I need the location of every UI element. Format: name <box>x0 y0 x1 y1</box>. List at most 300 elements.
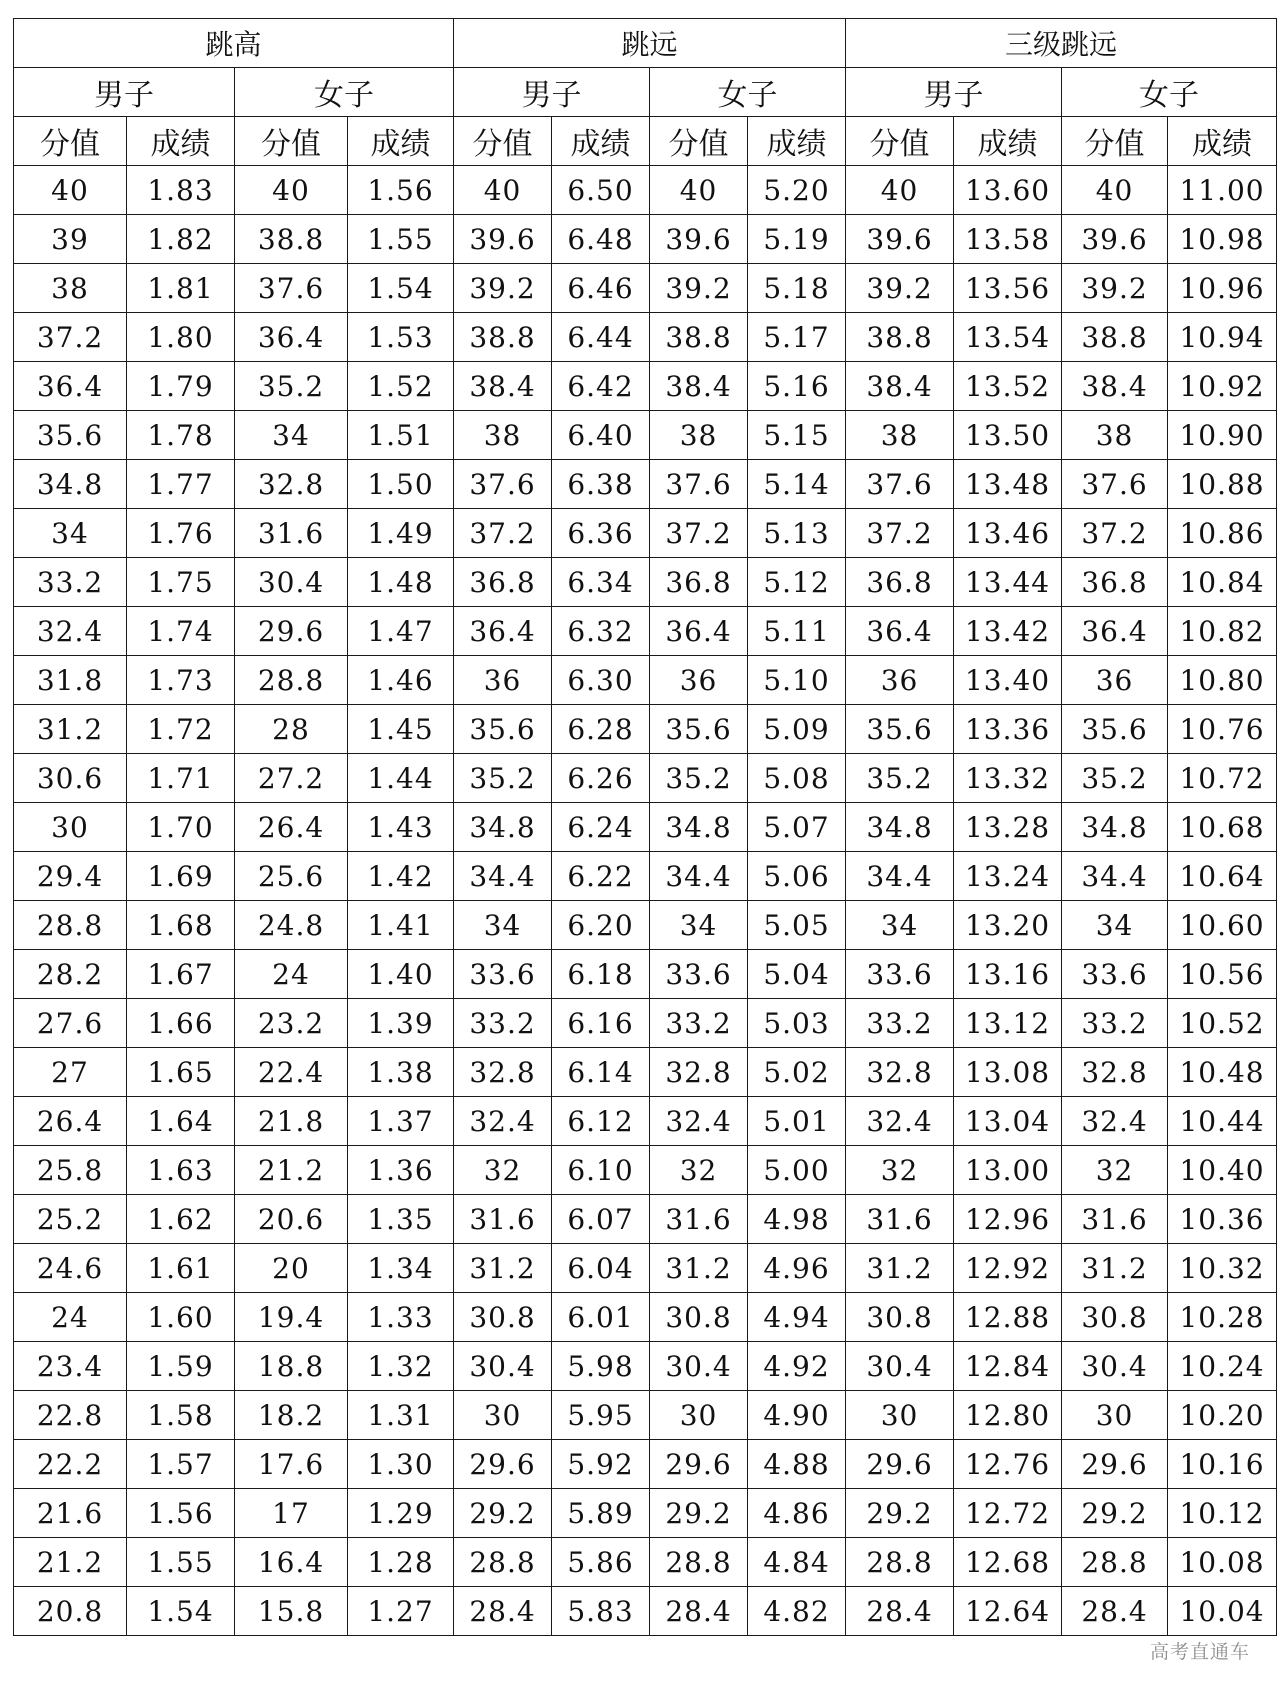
result-cell: 10.76 <box>1168 705 1277 754</box>
result-cell: 1.69 <box>127 852 235 901</box>
result-cell: 1.78 <box>127 411 235 460</box>
watermark-text: 高考直通车 <box>1149 1641 1250 1663</box>
score-cell: 33.6 <box>454 950 552 999</box>
table-row <box>14 1293 1277 1342</box>
result-cell: 1.47 <box>348 607 454 656</box>
score-cell: 37.6 <box>1062 460 1168 509</box>
result-cell: 13.58 <box>954 215 1062 264</box>
result-cell: 10.98 <box>1168 215 1277 264</box>
result-cell: 12.68 <box>954 1538 1062 1587</box>
result-cell: 12.96 <box>954 1195 1062 1244</box>
score-cell: 40 <box>235 166 348 215</box>
score-cell: 37.6 <box>235 264 348 313</box>
score-cell: 39.6 <box>846 215 954 264</box>
result-cell: 1.53 <box>348 313 454 362</box>
score-cell: 21.6 <box>14 1489 127 1538</box>
result-cell: 10.24 <box>1168 1342 1277 1391</box>
result-cell: 6.34 <box>552 558 650 607</box>
result-cell: 1.60 <box>127 1293 235 1342</box>
score-cell: 38 <box>14 264 127 313</box>
result-cell: 6.20 <box>552 901 650 950</box>
score-cell: 38.4 <box>454 362 552 411</box>
result-cell: 13.20 <box>954 901 1062 950</box>
result-cell: 1.73 <box>127 656 235 705</box>
table-row <box>14 1342 1277 1391</box>
result-cell: 1.37 <box>348 1097 454 1146</box>
score-cell: 31.6 <box>454 1195 552 1244</box>
score-cell: 34.8 <box>846 803 954 852</box>
result-cell: 6.07 <box>552 1195 650 1244</box>
result-cell: 6.22 <box>552 852 650 901</box>
result-cell: 5.11 <box>748 607 846 656</box>
score-cell: 34 <box>235 411 348 460</box>
result-cell: 5.00 <box>748 1146 846 1195</box>
score-cell: 36 <box>846 656 954 705</box>
table-row <box>14 460 1277 509</box>
result-cell: 1.36 <box>348 1146 454 1195</box>
result-cell: 1.41 <box>348 901 454 950</box>
result-cell: 6.16 <box>552 999 650 1048</box>
result-cell: 10.86 <box>1168 509 1277 558</box>
score-cell: 24.8 <box>235 901 348 950</box>
score-cell: 31.2 <box>454 1244 552 1293</box>
result-cell: 13.24 <box>954 852 1062 901</box>
score-cell: 36.4 <box>846 607 954 656</box>
result-cell: 10.20 <box>1168 1391 1277 1440</box>
table-row <box>14 264 1277 313</box>
result-cell: 13.04 <box>954 1097 1062 1146</box>
score-cell: 34.4 <box>454 852 552 901</box>
score-cell: 29.6 <box>846 1440 954 1489</box>
result-cell: 13.46 <box>954 509 1062 558</box>
score-cell: 34 <box>846 901 954 950</box>
score-cell: 34.8 <box>650 803 748 852</box>
table-row <box>14 705 1277 754</box>
score-cell: 32 <box>1062 1146 1168 1195</box>
score-cell: 30 <box>454 1391 552 1440</box>
score-cell: 30.8 <box>650 1293 748 1342</box>
result-cell: 1.76 <box>127 509 235 558</box>
result-cell: 6.48 <box>552 215 650 264</box>
result-cell: 5.14 <box>748 460 846 509</box>
score-cell: 29.6 <box>650 1440 748 1489</box>
score-cell: 36.4 <box>235 313 348 362</box>
score-cell: 39.6 <box>454 215 552 264</box>
result-cell: 13.50 <box>954 411 1062 460</box>
score-cell: 37.6 <box>454 460 552 509</box>
column-header: 分值 <box>235 117 348 166</box>
result-cell: 1.70 <box>127 803 235 852</box>
result-cell: 1.46 <box>348 656 454 705</box>
score-table <box>13 18 1277 1636</box>
score-cell: 24 <box>14 1293 127 1342</box>
score-cell: 36.4 <box>454 607 552 656</box>
table-body <box>14 166 1277 1636</box>
score-cell: 30.8 <box>454 1293 552 1342</box>
result-cell: 6.04 <box>552 1244 650 1293</box>
result-cell: 12.64 <box>954 1587 1062 1636</box>
result-cell: 1.80 <box>127 313 235 362</box>
result-cell: 1.63 <box>127 1146 235 1195</box>
result-cell: 5.09 <box>748 705 846 754</box>
result-cell: 4.82 <box>748 1587 846 1636</box>
score-cell: 29.2 <box>1062 1489 1168 1538</box>
result-cell: 1.32 <box>348 1342 454 1391</box>
gender-header: 男子 <box>454 68 650 117</box>
score-cell: 38 <box>650 411 748 460</box>
result-cell: 1.54 <box>127 1587 235 1636</box>
result-cell: 1.56 <box>127 1489 235 1538</box>
result-cell: 6.18 <box>552 950 650 999</box>
result-cell: 13.32 <box>954 754 1062 803</box>
table-row <box>14 1440 1277 1489</box>
table-row <box>14 166 1277 215</box>
result-cell: 1.30 <box>348 1440 454 1489</box>
score-cell: 15.8 <box>235 1587 348 1636</box>
score-cell: 36 <box>454 656 552 705</box>
score-cell: 33.2 <box>454 999 552 1048</box>
score-cell: 30 <box>846 1391 954 1440</box>
table-row <box>14 1048 1277 1097</box>
result-cell: 1.57 <box>127 1440 235 1489</box>
score-cell: 39.6 <box>1062 215 1168 264</box>
score-cell: 32.4 <box>14 607 127 656</box>
result-cell: 10.90 <box>1168 411 1277 460</box>
gender-header: 女子 <box>650 68 846 117</box>
result-cell: 1.83 <box>127 166 235 215</box>
score-cell: 28.2 <box>14 950 127 999</box>
result-cell: 1.55 <box>127 1538 235 1587</box>
score-cell: 27.6 <box>14 999 127 1048</box>
table-row <box>14 1391 1277 1440</box>
result-cell: 1.71 <box>127 754 235 803</box>
score-cell: 29.2 <box>650 1489 748 1538</box>
result-cell: 10.84 <box>1168 558 1277 607</box>
column-header: 分值 <box>14 117 127 166</box>
result-cell: 4.88 <box>748 1440 846 1489</box>
score-cell: 38.8 <box>235 215 348 264</box>
score-cell: 37.2 <box>1062 509 1168 558</box>
score-cell: 32.8 <box>1062 1048 1168 1097</box>
result-cell: 1.42 <box>348 852 454 901</box>
result-cell: 4.94 <box>748 1293 846 1342</box>
score-cell: 30.8 <box>846 1293 954 1342</box>
score-cell: 29.2 <box>846 1489 954 1538</box>
score-cell: 35.2 <box>454 754 552 803</box>
result-cell: 4.96 <box>748 1244 846 1293</box>
score-cell: 16.4 <box>235 1538 348 1587</box>
score-cell: 35.6 <box>1062 705 1168 754</box>
result-cell: 10.36 <box>1168 1195 1277 1244</box>
result-cell: 6.46 <box>552 264 650 313</box>
score-cell: 25.8 <box>14 1146 127 1195</box>
table-row <box>14 313 1277 362</box>
result-cell: 13.36 <box>954 705 1062 754</box>
score-cell: 35.2 <box>1062 754 1168 803</box>
score-cell: 34 <box>454 901 552 950</box>
score-cell: 34 <box>1062 901 1168 950</box>
table-row <box>14 999 1277 1048</box>
score-cell: 29.4 <box>14 852 127 901</box>
gender-header: 女子 <box>1062 68 1277 117</box>
score-cell: 36.8 <box>1062 558 1168 607</box>
score-cell: 38.8 <box>1062 313 1168 362</box>
score-cell: 17 <box>235 1489 348 1538</box>
result-cell: 5.18 <box>748 264 846 313</box>
result-cell: 6.50 <box>552 166 650 215</box>
column-header: 成绩 <box>348 117 454 166</box>
score-cell: 38 <box>1062 411 1168 460</box>
score-cell: 38 <box>846 411 954 460</box>
result-cell: 1.52 <box>348 362 454 411</box>
score-cell: 38.8 <box>454 313 552 362</box>
result-cell: 13.08 <box>954 1048 1062 1097</box>
score-cell: 33.6 <box>846 950 954 999</box>
column-header: 分值 <box>454 117 552 166</box>
result-cell: 1.55 <box>348 215 454 264</box>
score-cell: 30 <box>14 803 127 852</box>
result-cell: 10.52 <box>1168 999 1277 1048</box>
result-cell: 1.65 <box>127 1048 235 1097</box>
score-cell: 21.2 <box>235 1146 348 1195</box>
result-cell: 5.08 <box>748 754 846 803</box>
result-cell: 6.24 <box>552 803 650 852</box>
score-cell: 36.4 <box>650 607 748 656</box>
result-cell: 1.67 <box>127 950 235 999</box>
score-cell: 34.8 <box>454 803 552 852</box>
score-cell: 31.8 <box>14 656 127 705</box>
result-cell: 5.13 <box>748 509 846 558</box>
score-cell: 30.4 <box>650 1342 748 1391</box>
score-cell: 40 <box>846 166 954 215</box>
score-cell: 19.4 <box>235 1293 348 1342</box>
result-cell: 6.36 <box>552 509 650 558</box>
result-cell: 13.00 <box>954 1146 1062 1195</box>
table-row <box>14 411 1277 460</box>
score-cell: 32.4 <box>454 1097 552 1146</box>
result-cell: 4.86 <box>748 1489 846 1538</box>
result-cell: 6.12 <box>552 1097 650 1146</box>
table-row <box>14 362 1277 411</box>
table-row <box>14 852 1277 901</box>
score-cell: 28.4 <box>650 1587 748 1636</box>
result-cell: 5.16 <box>748 362 846 411</box>
score-cell: 30.4 <box>846 1342 954 1391</box>
result-cell: 5.83 <box>552 1587 650 1636</box>
result-cell: 4.92 <box>748 1342 846 1391</box>
result-cell: 5.92 <box>552 1440 650 1489</box>
result-cell: 1.48 <box>348 558 454 607</box>
result-cell: 13.16 <box>954 950 1062 999</box>
score-cell: 29.6 <box>235 607 348 656</box>
result-cell: 13.42 <box>954 607 1062 656</box>
result-cell: 5.01 <box>748 1097 846 1146</box>
result-cell: 1.82 <box>127 215 235 264</box>
score-cell: 37.2 <box>650 509 748 558</box>
score-cell: 31.2 <box>846 1244 954 1293</box>
score-cell: 32 <box>454 1146 552 1195</box>
gender-header-row <box>14 68 1277 117</box>
score-cell: 30 <box>1062 1391 1168 1440</box>
table-row <box>14 1538 1277 1587</box>
result-cell: 6.38 <box>552 460 650 509</box>
result-cell: 1.58 <box>127 1391 235 1440</box>
result-cell: 5.89 <box>552 1489 650 1538</box>
result-cell: 10.60 <box>1168 901 1277 950</box>
result-cell: 6.32 <box>552 607 650 656</box>
score-cell: 37.6 <box>650 460 748 509</box>
result-cell: 6.42 <box>552 362 650 411</box>
result-cell: 10.08 <box>1168 1538 1277 1587</box>
score-cell: 36.8 <box>650 558 748 607</box>
score-cell: 40 <box>1062 166 1168 215</box>
score-cell: 29.6 <box>454 1440 552 1489</box>
score-cell: 32.8 <box>846 1048 954 1097</box>
result-cell: 1.44 <box>348 754 454 803</box>
result-cell: 1.50 <box>348 460 454 509</box>
result-cell: 10.48 <box>1168 1048 1277 1097</box>
score-cell: 34.4 <box>650 852 748 901</box>
score-cell: 32.8 <box>454 1048 552 1097</box>
score-cell: 35.6 <box>14 411 127 460</box>
score-cell: 28.8 <box>1062 1538 1168 1587</box>
score-cell: 32.4 <box>1062 1097 1168 1146</box>
result-cell: 6.01 <box>552 1293 650 1342</box>
result-cell: 12.92 <box>954 1244 1062 1293</box>
result-cell: 13.44 <box>954 558 1062 607</box>
result-cell: 1.38 <box>348 1048 454 1097</box>
result-cell: 6.26 <box>552 754 650 803</box>
result-cell: 6.10 <box>552 1146 650 1195</box>
result-cell: 1.35 <box>348 1195 454 1244</box>
score-cell: 30.4 <box>1062 1342 1168 1391</box>
result-cell: 13.12 <box>954 999 1062 1048</box>
score-cell: 34 <box>650 901 748 950</box>
score-cell: 28.4 <box>846 1587 954 1636</box>
score-cell: 30.4 <box>235 558 348 607</box>
score-cell: 20.6 <box>235 1195 348 1244</box>
result-cell: 5.95 <box>552 1391 650 1440</box>
column-header: 成绩 <box>127 117 235 166</box>
result-cell: 6.28 <box>552 705 650 754</box>
result-cell: 6.40 <box>552 411 650 460</box>
result-cell: 5.06 <box>748 852 846 901</box>
result-cell: 1.64 <box>127 1097 235 1146</box>
table-row <box>14 901 1277 950</box>
score-cell: 29.2 <box>454 1489 552 1538</box>
result-cell: 10.96 <box>1168 264 1277 313</box>
score-cell: 33.6 <box>650 950 748 999</box>
column-header-row <box>14 117 1277 166</box>
score-cell: 28.8 <box>454 1538 552 1587</box>
score-cell: 28 <box>235 705 348 754</box>
score-cell: 34.4 <box>1062 852 1168 901</box>
result-cell: 1.62 <box>127 1195 235 1244</box>
result-cell: 10.94 <box>1168 313 1277 362</box>
result-cell: 1.77 <box>127 460 235 509</box>
score-cell: 36.8 <box>846 558 954 607</box>
score-cell: 38 <box>454 411 552 460</box>
result-cell: 10.82 <box>1168 607 1277 656</box>
score-cell: 27 <box>14 1048 127 1097</box>
column-header: 成绩 <box>552 117 650 166</box>
result-cell: 12.84 <box>954 1342 1062 1391</box>
result-cell: 1.56 <box>348 166 454 215</box>
table-row <box>14 1097 1277 1146</box>
score-cell: 38.8 <box>846 313 954 362</box>
result-cell: 1.28 <box>348 1538 454 1587</box>
result-cell: 1.81 <box>127 264 235 313</box>
result-cell: 10.64 <box>1168 852 1277 901</box>
score-cell: 22.2 <box>14 1440 127 1489</box>
column-header: 成绩 <box>954 117 1062 166</box>
score-cell: 25.6 <box>235 852 348 901</box>
score-cell: 39.2 <box>1062 264 1168 313</box>
score-cell: 20.8 <box>14 1587 127 1636</box>
result-cell: 12.88 <box>954 1293 1062 1342</box>
score-cell: 36.4 <box>14 362 127 411</box>
result-cell: 13.28 <box>954 803 1062 852</box>
result-cell: 1.29 <box>348 1489 454 1538</box>
score-cell: 35.2 <box>846 754 954 803</box>
table-row <box>14 607 1277 656</box>
result-cell: 5.98 <box>552 1342 650 1391</box>
result-cell: 5.04 <box>748 950 846 999</box>
result-cell: 5.86 <box>552 1538 650 1587</box>
score-cell: 30 <box>650 1391 748 1440</box>
table-row <box>14 656 1277 705</box>
score-cell: 28.8 <box>650 1538 748 1587</box>
score-cell: 37.6 <box>846 460 954 509</box>
score-cell: 31.2 <box>1062 1244 1168 1293</box>
score-cell: 39.2 <box>846 264 954 313</box>
table-row <box>14 1587 1277 1636</box>
score-cell: 37.2 <box>846 509 954 558</box>
score-cell: 31.6 <box>846 1195 954 1244</box>
result-cell: 5.02 <box>748 1048 846 1097</box>
result-cell: 1.54 <box>348 264 454 313</box>
result-cell: 1.31 <box>348 1391 454 1440</box>
result-cell: 10.04 <box>1168 1587 1277 1636</box>
score-cell: 36 <box>1062 656 1168 705</box>
gender-header: 女子 <box>235 68 454 117</box>
result-cell: 1.40 <box>348 950 454 999</box>
score-cell: 36.8 <box>454 558 552 607</box>
result-cell: 12.72 <box>954 1489 1062 1538</box>
gender-header: 男子 <box>14 68 235 117</box>
result-cell: 4.84 <box>748 1538 846 1587</box>
score-cell: 31.6 <box>1062 1195 1168 1244</box>
score-cell: 18.8 <box>235 1342 348 1391</box>
score-cell: 38.8 <box>650 313 748 362</box>
score-cell: 35.6 <box>846 705 954 754</box>
result-cell: 13.56 <box>954 264 1062 313</box>
score-cell: 28.8 <box>14 901 127 950</box>
result-cell: 12.80 <box>954 1391 1062 1440</box>
event-header-row <box>14 19 1277 68</box>
column-header: 成绩 <box>1168 117 1277 166</box>
column-header: 分值 <box>1062 117 1168 166</box>
result-cell: 13.52 <box>954 362 1062 411</box>
score-cell: 38.4 <box>650 362 748 411</box>
result-cell: 5.03 <box>748 999 846 1048</box>
score-cell: 34 <box>14 509 127 558</box>
score-cell: 34.8 <box>1062 803 1168 852</box>
result-cell: 10.88 <box>1168 460 1277 509</box>
table-row <box>14 1489 1277 1538</box>
result-cell: 1.68 <box>127 901 235 950</box>
score-cell: 35.6 <box>454 705 552 754</box>
